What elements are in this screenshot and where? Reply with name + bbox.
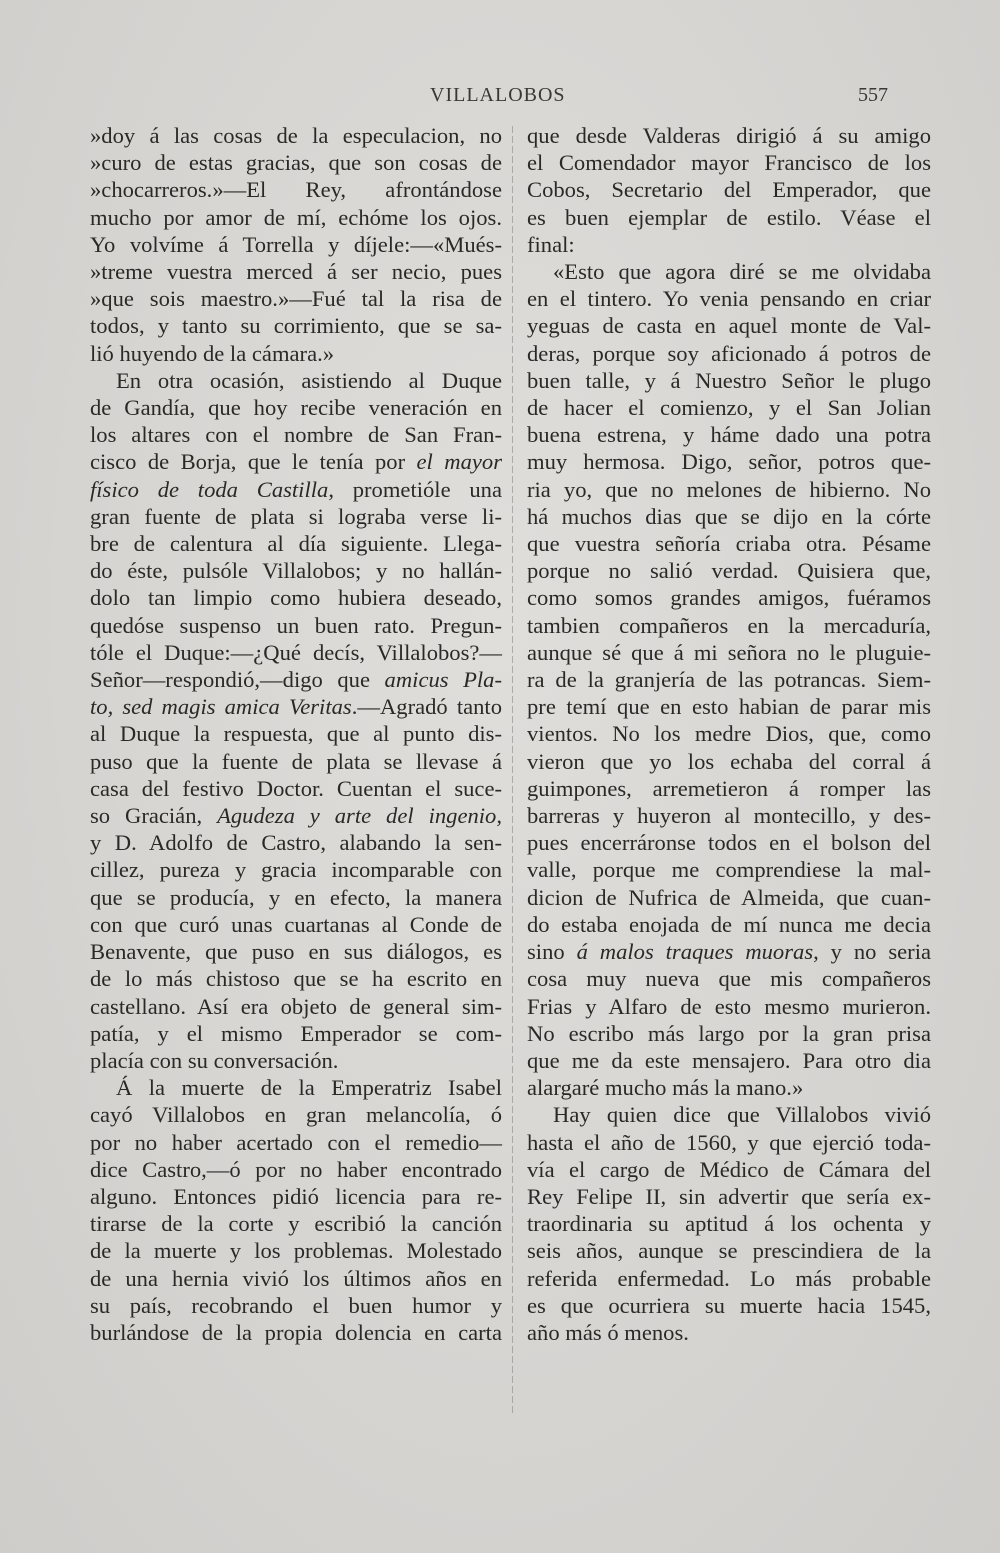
text-line: que vuestra señoría criaba otra. Pésame: [527, 531, 931, 557]
text-line: Benavente, que puso en sus diálogos, es: [90, 939, 502, 965]
text-line: lió huyendo de la cámara.»: [90, 340, 335, 366]
text-line: en el tintero. Yo venia pensando en criar: [527, 286, 931, 312]
text-line: Frias y Alfaro de esto mesmo murieron.: [527, 993, 931, 1019]
page-header: [88, 84, 908, 114]
text-line: [90, 666, 502, 693]
text-line: alguno. Entonces pidió licencia para re-: [90, 1183, 502, 1209]
text-segment: , prometióle una: [328, 476, 502, 502]
italic-text: to, sed magis amica Veritas: [90, 694, 352, 720]
italic-text: el mayor: [416, 449, 502, 475]
running-title: VILLALOBOS: [430, 84, 566, 106]
text-line: Rey Felipe II, sin advertir que sería ex-: [527, 1183, 931, 1209]
text-line: por no haber acertado con el remedio—: [90, 1129, 502, 1155]
text-line: su país, recobrando el buen humor y: [90, 1292, 502, 1318]
text-segment: cisco de Borja, que le tenía por: [90, 449, 417, 475]
text-line: há muchos dias que se dijo en la córte: [527, 503, 931, 529]
text-line: quedóse suspenso un buen rato. Pregun-: [90, 612, 502, 638]
text-line: traordinaria su aptitud á los ochenta y: [527, 1211, 931, 1237]
text-line: tóle el Duque:—¿Qué decís, Villalobos?—: [90, 639, 502, 665]
text-line: vía el cargo de Médico de Cámara del: [527, 1156, 931, 1182]
text-line: barreras y huyeron al montecillo, y des-: [527, 803, 931, 829]
text-line: [90, 476, 502, 503]
text-line: de lo más chistoso que se ha escrito en: [90, 966, 502, 992]
italic-text: amicus Pla-: [384, 667, 502, 693]
text-line: gran fuente de plata si lograba verse li-: [90, 503, 502, 529]
text-line: burlándose de la propia dolencia en carta: [90, 1319, 502, 1345]
text-line: cosa muy nueva que mis compañeros: [527, 966, 931, 992]
text-line: año más ó menos.: [527, 1319, 689, 1345]
text-line: los altares con el nombre de San Fran-: [90, 422, 502, 448]
text-line: »treme vuestra merced á ser necio, pues: [90, 259, 502, 285]
text-line: vientos. No los medre Dios, que, como: [527, 721, 931, 747]
text-line: tambien compañeros en la mercaduría,: [527, 612, 931, 638]
text-line: puso que la fuente de plata se llevase á: [90, 748, 502, 774]
paragraph: [527, 122, 931, 258]
text-segment: so Gracián,: [90, 803, 218, 829]
paragraph: [90, 1074, 502, 1346]
paragraph: [527, 258, 931, 1101]
text-line: todos, y tanto su corrimiento, que se sa-: [90, 313, 502, 339]
text-line: vieron que yo los echaba del corral á: [527, 748, 931, 774]
text-line: casa del festivo Doctor. Cuentan el suce-: [90, 775, 502, 801]
text-line: dolo tan limpio como hubiera deseado,: [90, 585, 502, 611]
paragraph: [90, 122, 502, 367]
italic-text: físico de toda Castilla: [90, 476, 329, 502]
text-line: referida enfermedad. Lo más probable: [527, 1265, 931, 1291]
text-line: cayó Villalobos en gran melancolía, ó: [90, 1102, 502, 1128]
right-column: [527, 122, 931, 1346]
text-line: [90, 448, 502, 475]
text-line: »doy á las cosas de la especulacion, no: [90, 123, 502, 148]
text-line: Hay quien dice que Villalobos vivió: [553, 1102, 931, 1128]
text-line: yeguas de casta en aquel monte de Val-: [527, 313, 931, 339]
text-line: guimpones, arremetieron á romper las: [527, 775, 931, 801]
text-line: [90, 802, 502, 829]
text-line: patía, y el mismo Emperador se com-: [90, 1020, 502, 1046]
text-line: do estaba enojada de mí nunca me decia: [527, 911, 931, 937]
text-line: Cobos, Secretario del Emperador, que: [527, 177, 931, 203]
text-line: pre temí que en esto habian de parar mis: [527, 694, 931, 720]
text-line: es que ocurriera su muerte hacia 1545,: [527, 1292, 931, 1318]
text-line: do éste, pulsóle Villalobos; y no hallán-: [90, 558, 502, 584]
text-line: bre de calentura al día siguiente. Llega-: [90, 531, 502, 557]
text-segment: , y no seria: [813, 939, 931, 965]
text-line: porque no salió verdad. Quisiera que,: [527, 558, 931, 584]
text-line: de hacer el comienzo, y el San Jolian: [527, 395, 931, 421]
text-line: No escribo más largo por la gran prisa: [527, 1020, 931, 1046]
text-line: dice Castro,—ó por no haber encontrado: [90, 1156, 502, 1182]
text-line: castellano. Así era objeto de general sim-: [90, 993, 502, 1019]
text-line: «Esto que agora diré se me olvidaba: [553, 259, 931, 285]
paragraph: [90, 367, 502, 1074]
text-line: tirarse de la corte y escribió la canción: [90, 1211, 502, 1237]
text-line: el Comendador mayor Francisco de los: [527, 150, 931, 176]
text-line: dicion de Nufrica de Almeida, que cuan-: [527, 884, 931, 910]
text-line: placía con su conversación.: [90, 1047, 339, 1073]
text-segment: sino: [527, 939, 577, 965]
text-line: [527, 938, 931, 965]
paragraph: [527, 1101, 931, 1346]
text-line: »chocarreros.»—El Rey, afrontándose: [90, 177, 502, 203]
text-line: ra de la granjería de las potrancas. Siem-: [527, 667, 931, 693]
text-line: alargaré mucho más la mano.»: [527, 1075, 804, 1101]
text-line: hasta el año de 1560, y que ejerció toda-: [527, 1129, 931, 1155]
text-line: que me da este mensajero. Para otro dia: [527, 1047, 931, 1073]
text-line: de Gandía, que hoy recibe veneración en: [90, 395, 502, 421]
text-line: con que curó unas cuartanas al Conde de: [90, 911, 502, 937]
text-line: valle, porque me comprendiese la mal-: [527, 857, 931, 883]
text-line: buena estrena, y háme dado una potra: [527, 422, 931, 448]
text-line: ria yo, que no melones de hibierno. No: [527, 476, 931, 502]
italic-text: á malos traques muoras: [576, 939, 814, 965]
text-line: En otra ocasión, asistiendo al Duque: [116, 367, 502, 393]
text-line: de una hernia vivió los últimos años en: [90, 1265, 502, 1291]
italic-text: Agudeza y arte del ingenio,: [217, 803, 502, 829]
text-line: Yo volvíme á Torrella y díjele:—«Mués-: [90, 231, 502, 257]
text-line: seis años, aunque se prescindiera de la: [527, 1238, 931, 1264]
text-line: buen talle, y á Nuestro Señor le plugo: [527, 367, 931, 393]
page-number: 557: [858, 84, 888, 106]
left-column: [90, 122, 502, 1346]
text-segment: .—Agradó tanto: [351, 694, 502, 720]
text-line: deras, porque soy aficionado á potros de: [527, 340, 931, 366]
text-line: que se producía, y en efecto, la manera: [90, 884, 502, 910]
text-line: y D. Adolfo de Castro, alabando la sen-: [90, 830, 502, 856]
text-line: cillez, pureza y gracia incomparable con: [90, 857, 502, 883]
text-line: como somos grandes amigos, fuéramos: [527, 585, 931, 611]
text-line: final:: [527, 231, 575, 257]
text-line: »que sois maestro.»—Fué tal la risa de: [90, 286, 502, 312]
text-line: muy hermosa. Digo, señor, potros que-: [527, 449, 931, 475]
text-line: al Duque la respuesta, que al punto dis-: [90, 721, 502, 747]
text-line: Á la muerte de la Emperatriz Isabel: [116, 1075, 502, 1101]
text-line: que desde Valderas dirigió á su amigo: [527, 123, 931, 148]
text-line: aunque sé que á mi señora no le pluguie-: [527, 639, 931, 665]
column-divider: [512, 126, 513, 1416]
text-line: »curo de estas gracias, que son cosas de: [90, 150, 502, 176]
text-line: de la muerte y los problemas. Molestado: [90, 1238, 502, 1264]
text-line: mucho por amor de mí, echóme los ojos.: [90, 204, 502, 230]
text-line: [90, 693, 502, 720]
text-line: es buen ejemplar de estilo. Véase el: [527, 204, 931, 230]
text-line: pues encerráronse todos en el bolson del: [527, 830, 931, 856]
text-segment: Señor—respondió,—digo que: [90, 667, 385, 693]
